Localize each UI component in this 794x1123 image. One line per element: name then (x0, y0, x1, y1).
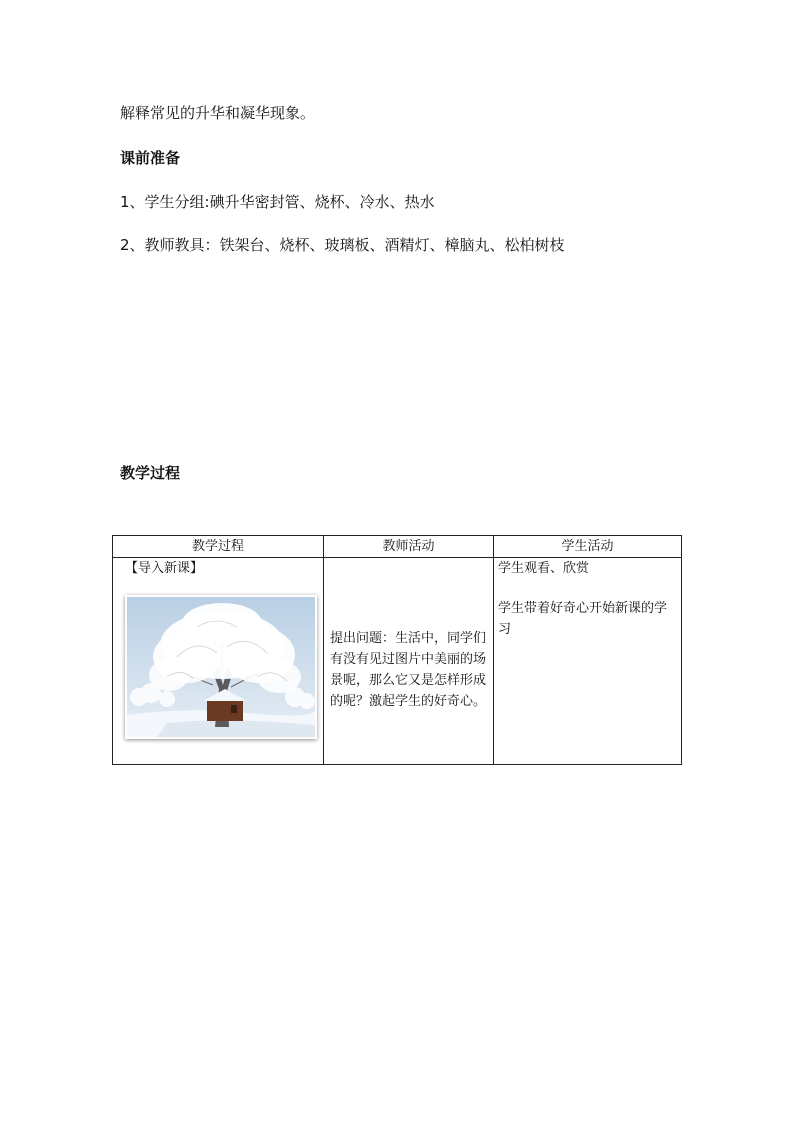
student-activity-1: 学生观看、欣赏 (498, 561, 590, 576)
student-activity-2: 学生带着好奇心开始新课的学习 (498, 601, 668, 637)
prep-heading: 课前准备 (120, 149, 181, 167)
snow-covered-tree-photo (127, 597, 315, 737)
header-student-activity: 学生活动 (494, 536, 682, 558)
teacher-activity-text: 提出问题：生活中，同学们有没有见过图片中美丽的场景呢，那么它又是怎样形成的呢？激起学生的好奇心。 (330, 631, 487, 709)
teacher-activity-cell (324, 558, 494, 765)
stage-label: 【导入新课】 (125, 561, 204, 576)
process-heading: 教学过程 (120, 464, 181, 482)
intro-paragraph: 解释常见的升华和凝华现象。 (120, 104, 316, 122)
prep-item-1: 1、学生分组:碘升华密封管、烧杯、冷水、热水 (120, 193, 435, 211)
snow-tree-photo-frame (125, 595, 317, 739)
header-teacher-activity: 教师活动 (324, 536, 494, 558)
stage-cell (113, 558, 324, 765)
header-process: 教学过程 (113, 536, 324, 558)
table-row (113, 558, 682, 765)
prep-item-2: 2、教师教具：铁架台、烧杯、玻璃板、酒精灯、樟脑丸、松柏树枝 (120, 236, 565, 254)
lesson-process-table (112, 535, 682, 765)
table-header-row (113, 536, 682, 558)
student-activity-cell (494, 558, 682, 765)
